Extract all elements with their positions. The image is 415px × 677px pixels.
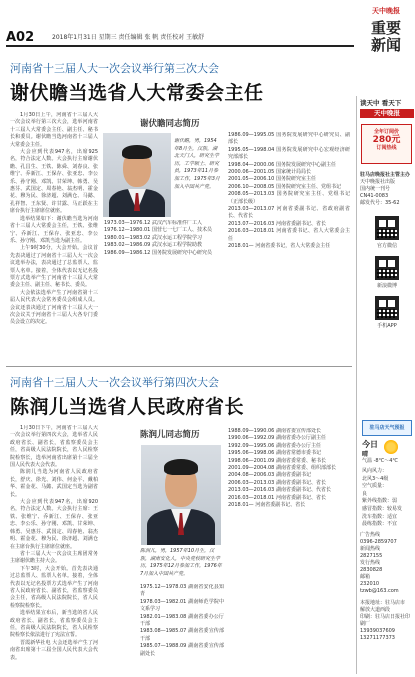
newspaper-logo: 天中晚报 <box>372 7 400 15</box>
article1-paragraph: 1月30日上午，河南省十三届人大一次会议举行第三次大会，选举河南省十三届人大常委会主任、副主任、秘书长和委员。谢伏瞻当选河南省十三届人大常委会主任。 <box>10 112 98 148</box>
subscribe-label: 全年订阅价 <box>373 129 399 135</box>
article1-resume-title: 谢伏瞻同志简历 <box>140 119 200 129</box>
bio-entry: 2001.09—2004.08 湖南省委常委、组织部部长 <box>228 465 336 472</box>
bio-entry: 2013.03—2016.03 湖南省委副书记、代省长 <box>228 487 331 494</box>
publisher-heading: 驻马店晚报社主管主办 <box>360 172 411 178</box>
weather-temp: 气温 -8℃～4℃ <box>362 458 398 464</box>
section-title-line1: 重要 <box>370 19 401 37</box>
bio-entry: 1980.01—1983.02 武汉水运工程学院学习 <box>104 234 202 241</box>
app-qr-code[interactable] <box>375 296 399 320</box>
contact-line: 广告热线 <box>360 532 381 538</box>
bio-entry: 2018.01— 河南省委书记，省人大常委会主任 <box>228 243 331 250</box>
bio-entry: 2016.03—2018.01 河南省委书记、省人大常委会主任 <box>228 228 350 242</box>
article2-kicker: 河南省十三届人大一次会议举行第四次大会 <box>10 376 219 389</box>
bio-entry: 1982.01—1983.08 湖南省委办公厅干部 <box>140 613 224 628</box>
bio-entry: 1986.09—1995.05 国务院发展研究中心研究员、副部长 <box>228 132 350 146</box>
bio-entry: 1975.12—1978.03 湖南省安化县知青 <box>140 584 224 598</box>
contact-line: tzwb@163.com <box>360 588 399 594</box>
bio-entry: 2001.05—2006.10 国务院研究室主任 <box>228 176 316 183</box>
bio-entry: 1983.08—1985.07 湖南省委宣传部干部 <box>140 628 224 642</box>
article1-paragraph: 大会依法选举产生了河南省第十三届人民代表大会常务委员会组成人员。会议还表决通过了河南省十三届人大一次会议关于河南省十三届人大各专门委员会设立的决定。 <box>10 289 98 326</box>
article2-paragraph: 下午3时，大会开始。首先表决通过总监票人、监票人名单。接着，全体代表以无记名投票方式选举产生了河南省人民政府省长、副省长，省监察委员会主任，省高级人民法院院长，省人民检察院检察长。 <box>10 565 98 609</box>
weather-line: 空气质量： <box>362 483 388 490</box>
article2-bio-caption: 陈润儿，男，1957年10月生，汉族，湖南安化人，中央党校研究生学历，1975年12月参加工作，1976年7月加入中国共产党。 <box>140 548 222 577</box>
bio-entry: 1992.09—1995.06 湖南省委办公厅主任 <box>228 442 321 449</box>
sidebar-divider <box>356 96 357 674</box>
contact-line: 2827155 <box>360 553 383 559</box>
article1-bio-right <box>228 132 350 362</box>
article1-bio-caption: 谢伏瞻，男，1954年8月生，汉族，湖北天门人，研究生学历，工学硕士、研究员，1973年11月参加工作，1975年3月加入中国共产党。 <box>174 138 220 190</box>
article2-paragraph: 1月30日下午，河南省十三届人大一次会议举行第四次大会，选举省人民政府省长、副省长，省监察委员会主任，省高级人民法院院长，省人民检察院检察长，选举河南省出席第十三届全国人民代表大会代表。 <box>10 425 98 469</box>
weather-line: 感冒指数：较易发 <box>362 505 403 512</box>
bio-entry: 2018.01— 河南省委副书记、省长 <box>228 502 306 509</box>
article2-paragraph: 大会应到代表947名，出席920名，符合法定人数。大会执行主席：王铁、张维宁、乔新江、王保存、张亚忠、李公乐、孙守刚、邓凯、甘荣坤、韩勇、吴惠芬、武国定、周春艳、翁杰明、霍金花、穆为民、徐济超、刘满仓在主席台执行主席席位就座。 <box>10 499 98 550</box>
print-info <box>360 600 414 642</box>
publisher-info <box>360 172 414 207</box>
weather-line: 晨练指数：不宜 <box>362 521 398 528</box>
wechat-qr-code[interactable] <box>375 216 399 240</box>
qr-label-weibo: 新浪微博 <box>376 283 397 289</box>
bio-entry: 1998.04—2000.06 国务院发展研究中心副主任 <box>228 161 336 168</box>
bio-entry: 1995.05—1998.04 国务院发展研究中心宏观经济研究部部长 <box>228 146 350 161</box>
article2-paragraph: 选举结果宣布后，新当选的省人民政府省长、副省长，省监察委员会主任，省高级人民法院院长，省人民检察院检察长依法进行了宪法宣誓。 <box>10 610 98 639</box>
article1-paragraph: 大会应到代表947名，出席925名，符合法定人数。大会执行主席谢伏瞻、孔昌生、王铁、陈舜、刘春良、张维宁、乔新江、王保存、张亚忠、李公乐、孙守刚、邓凯、甘荣坤、韩勇、吴惠芬、武国定、周春艳、翁杰明、霍金花、穆为民、徐济超、刘满仓、马懿、孔祥智、王东贤、许甘露、马正跃在主席台执行主席席位就座。 <box>10 149 98 215</box>
page-number: A02 <box>6 30 35 45</box>
contact-info <box>360 532 414 595</box>
contact-line: 232010 <box>360 581 380 587</box>
header-divider <box>6 45 354 47</box>
bio-entry: 2000.06—2001.05 国家统计局局长 <box>228 169 311 176</box>
print-line: 印刷：驻马店日报社印刷厂 <box>360 614 411 627</box>
weather-today <box>362 440 378 460</box>
bio-entry: 2013.07—2016.03 河南省委副书记、省长 <box>228 220 326 227</box>
qr-label-wechat: 官方微信 <box>376 243 397 249</box>
sidebar-slogan: 读天中 看天下 <box>360 99 402 107</box>
bio-entry: 1976.12—1980.01 国营七一七厂工人、技术员 <box>104 227 212 234</box>
weather-line: 紫外线指数：弱 <box>362 498 398 505</box>
print-line: 13271177373 <box>360 635 395 641</box>
contact-line: 发行热线 <box>360 560 381 566</box>
bio-entry: 2013.03—2013.07 河南省委副书记、省政府副省长、代省长 <box>228 206 350 220</box>
publisher-line: 天中晚报社出版 <box>360 179 396 185</box>
section-title <box>357 20 415 54</box>
weather-today-label: 今日 <box>362 440 378 449</box>
article1-paragraph: 选举结果如下：谢伏瞻当选为河南省十三届人大常委会主任，王铁、张维宁、乔新江、王保存、张亚忠、李公乐、孙守刚、邓凯当选为副主任。 <box>10 215 98 244</box>
section-title-line2: 新闻 <box>370 36 401 54</box>
bio-entry: 1995.06—1998.06 湖南省常德市委书记 <box>228 450 321 457</box>
bio-entry: 2006.03—2013.03 湖南省委副书记、省长 <box>228 479 326 486</box>
print-line: 解放大道西段 <box>360 607 391 613</box>
publisher-line: CN41-0083 <box>360 193 389 199</box>
article1-paragraph: 上午9时30分，大会开始。会议首先表决通过了河南省十三届人大一次会议选举办法，表决通过了总监票人、监票人名单。接着，全体代表以无记名投票方式选举产生了河南省十三届人大常委会主任、副主任、秘书长、委员。 <box>10 245 98 289</box>
bio-entry: 1986.09—1986.12 国务院发展研究中心研究员 <box>104 249 212 256</box>
article2-paragraph: 晋霞新华社电 大会还选举产生了河南省出席第十三届全国人民代表大会代表。 <box>10 639 98 661</box>
weather-details <box>362 468 414 529</box>
sidebar-banner <box>360 100 414 118</box>
bio-entry: 1985.07—1988.09 湖南省委宣传部副处长 <box>140 643 224 657</box>
portrait-photo-chen <box>141 445 221 545</box>
weather-logo: 驻马店天气预报 <box>362 420 412 436</box>
weather-line: 洗车指数：适宜 <box>362 513 398 520</box>
weibo-qr-code[interactable] <box>375 256 399 280</box>
article2-bio-left <box>140 584 224 672</box>
contact-line: 邮箱 <box>360 574 371 580</box>
print-line: 本报地址：驻马店市 <box>360 600 406 606</box>
sidebar-badge: 天中晚报 <box>360 109 414 118</box>
bio-entry: 2006.10—2008.05 国务院研究室主任、党组书记 <box>228 183 341 190</box>
publisher-line: 邮发代号：35-62 <box>360 200 400 206</box>
masthead <box>357 0 415 96</box>
section-divider <box>6 366 352 367</box>
weather-line: 良 <box>362 490 368 497</box>
bio-entry: 2008.05—2013.03 国务院研究室主任、党组书记（正部长级） <box>228 191 350 205</box>
portrait-photo-xie <box>103 133 171 217</box>
article2-bio-right <box>228 428 350 674</box>
edition-info: 2018年1月31日 星期三 责任编辑 张 帆 责任校对 王敏舒 <box>52 34 205 41</box>
qr-label-app: 手机APP <box>377 323 397 329</box>
article2-paragraph: 陈润儿当选为河南省人民政府省长，舒庆、徐光、刘伟、何金平、戴柏华、霍金花、马懿、武国定当选为副省长。 <box>10 469 98 498</box>
bio-entry: 1988.09—1990.06 湖南省委宣传部处长 <box>228 428 321 434</box>
subscription-ad[interactable] <box>361 124 412 164</box>
print-line: 13939037609 <box>360 628 395 634</box>
weather-desc: 晴 <box>362 451 369 458</box>
bio-entry: 1973.03—1976.12 武汉汽车标准件厂工人 <box>104 220 202 226</box>
article1-body <box>10 112 98 358</box>
contact-line: 2830828 <box>360 567 383 573</box>
bio-entry: 1978.03—1982.01 湖南师范学院中文系学习 <box>140 598 224 613</box>
contact-line: 0396-2859707 <box>360 539 397 545</box>
article2-paragraph: 省十三届人大一次会议主席团常务主席谢伏瞻主持大会。 <box>10 550 98 565</box>
article2-headline: 陈润儿当选省人民政府省长 <box>10 396 245 418</box>
bio-entry: 1998.06—2001.09 湖南省委常委、秘书长 <box>228 457 326 464</box>
publisher-line: 国内统一刊号 <box>360 186 391 192</box>
subscribe-hotline-label: 订阅热线 <box>376 145 397 151</box>
page-header <box>0 0 355 52</box>
article2-body <box>10 425 98 673</box>
article1-bio-left <box>104 220 221 360</box>
bio-entry: 1983.02—1986.09 武汉水运工程学院助教 <box>104 242 202 249</box>
subscribe-price: 280元 <box>372 135 401 145</box>
weather-line: 风向风力： <box>362 468 388 474</box>
article1-kicker: 河南省十三届人大一次会议举行第三次大会 <box>10 62 219 75</box>
article1-headline: 谢伏瞻当选省人大常委会主任 <box>10 82 264 104</box>
bio-entry: 2016.03—2018.01 河南省委副书记、省长 <box>228 494 326 501</box>
contact-line: 新闻热线 <box>360 546 381 552</box>
weather-line: 北风3～4级 <box>362 475 389 482</box>
bio-entry: 1990.06—1992.09 湖南省委办公厅副主任 <box>228 435 326 442</box>
bio-entry: 2004.08—2006.03 湖南省委副书记 <box>228 472 311 479</box>
article2-resume-title: 陈润儿同志简历 <box>140 430 200 440</box>
sun-icon <box>384 440 398 454</box>
